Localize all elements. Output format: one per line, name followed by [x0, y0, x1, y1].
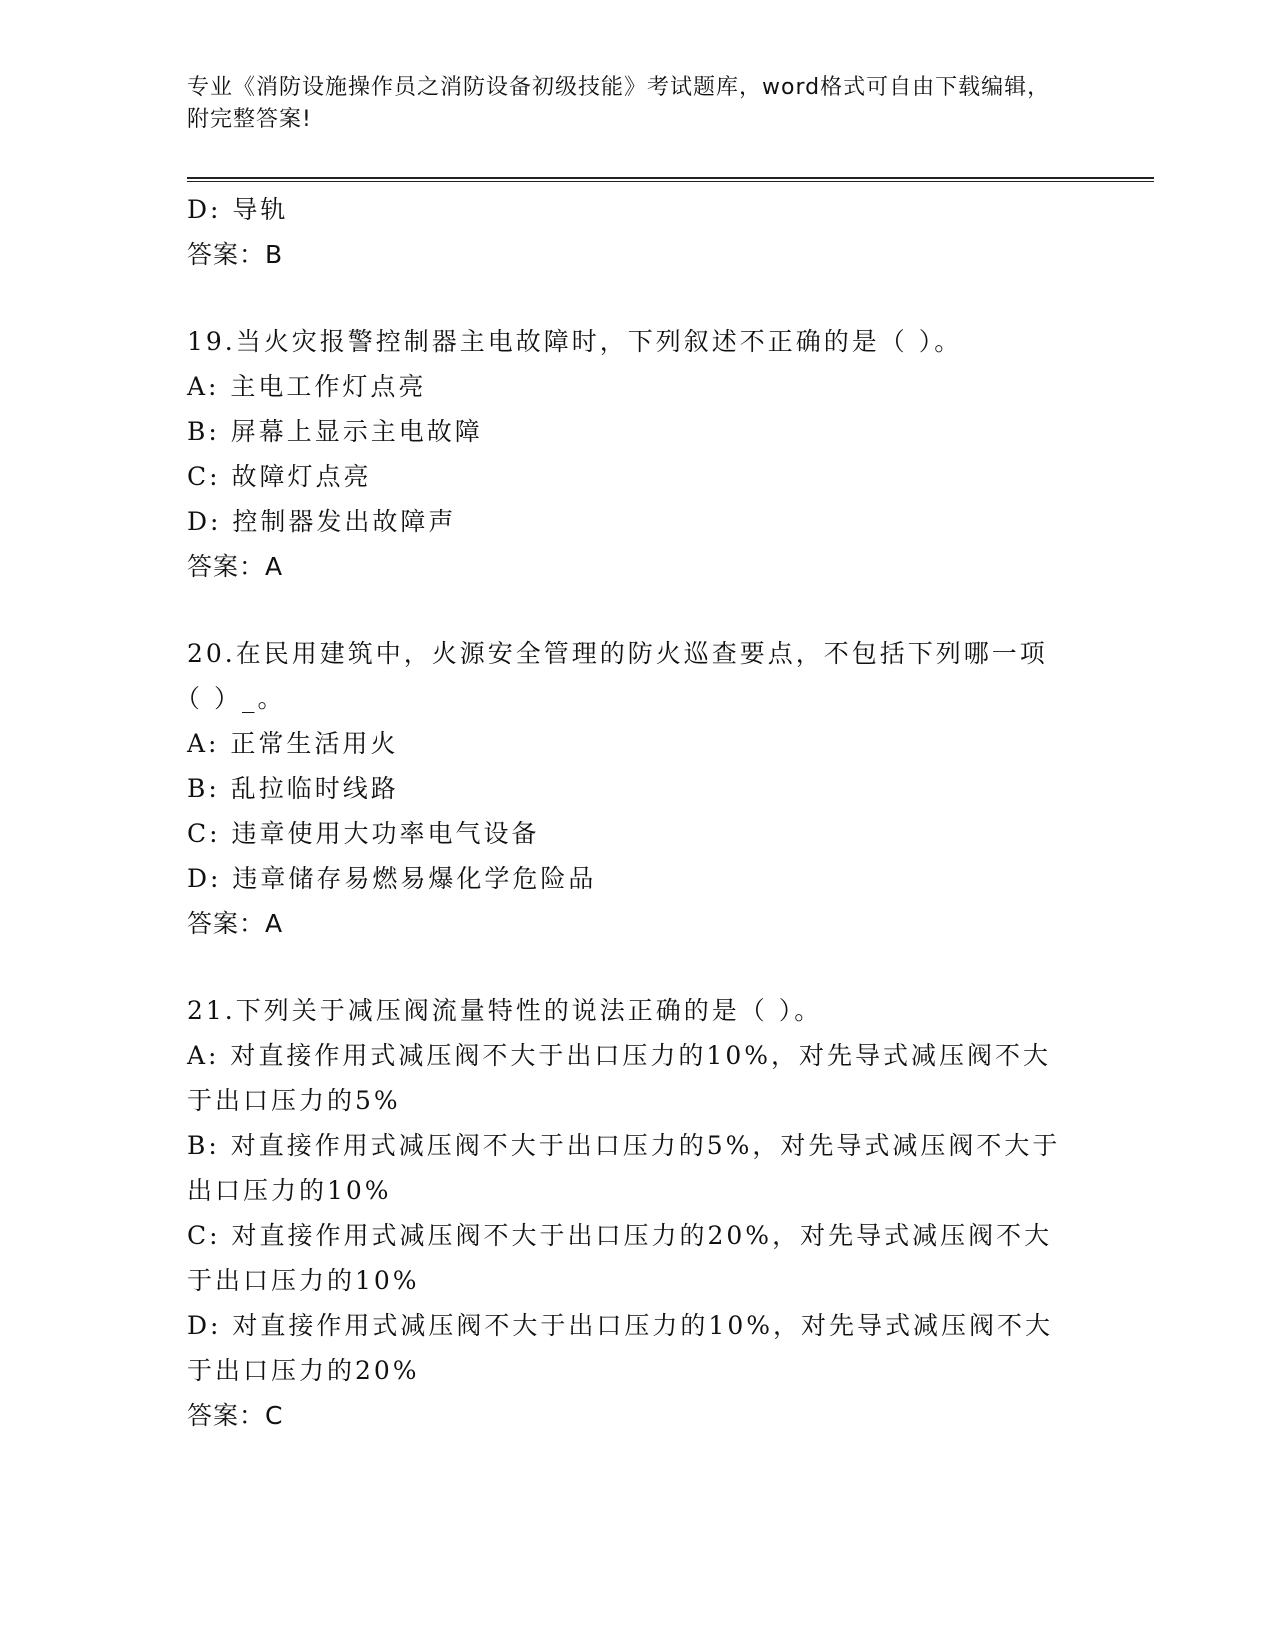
- option-c: C: 违章使用大功率电气设备: [187, 819, 540, 848]
- question-block-21: [187, 988, 1087, 1438]
- option-a: A: 正常生活用火: [187, 729, 399, 758]
- previous-answer: 答案：B: [187, 240, 284, 269]
- question-content: [175, 187, 1087, 1438]
- option-c: C: 对直接作用式减压阀不大于出口压力的20%，对先导式减压阀不大于出口压力的10%: [187, 1221, 1053, 1295]
- question-block-20: [175, 631, 1087, 946]
- option-d: D: 违章储存易燃易爆化学危险品: [187, 864, 597, 893]
- header-divider: [187, 177, 1154, 182]
- question-stem: 20.在民用建筑中，火源安全管理的防火巡查要点，不包括下列哪一项: [187, 639, 1048, 668]
- question-block-19: [187, 319, 1087, 589]
- option-c: C: 故障灯点亮: [187, 462, 372, 491]
- option-d: D: 控制器发出故障声: [187, 507, 457, 536]
- answer: 答案：A: [187, 909, 284, 938]
- option-b: B: 对直接作用式减压阀不大于出口压力的5%，对先导式减压阀不大于出口压力的10%: [187, 1131, 1061, 1205]
- answer: 答案：C: [187, 1401, 284, 1430]
- option-d: D: 对直接作用式减压阀不大于出口压力的10%，对先导式减压阀不大于出口压力的20%: [187, 1311, 1053, 1385]
- question-stem-continued: （ ）_。: [175, 684, 286, 713]
- option-a: A: 对直接作用式减压阀不大于出口压力的10%，对先导式减压阀不大于出口压力的5%: [187, 1041, 1051, 1115]
- answer: 答案：A: [187, 552, 284, 581]
- question-stem: 19.当火灾报警控制器主电故障时，下列叙述不正确的是（ ）。: [187, 327, 963, 356]
- option-b: B: 屏幕上显示主电故障: [187, 417, 483, 446]
- previous-option-d: D: 导轨: [187, 195, 289, 224]
- option-b: B: 乱拉临时线路: [187, 774, 399, 803]
- question-stem: 21.下列关于减压阀流量特性的说法正确的是（ ）。: [187, 996, 823, 1025]
- document-header: 专业《消防设施操作员之消防设备初级技能》考试题库，word格式可自由下载编辑，附完整答案!: [187, 75, 1051, 132]
- option-a: A: 主电工作灯点亮: [187, 372, 427, 401]
